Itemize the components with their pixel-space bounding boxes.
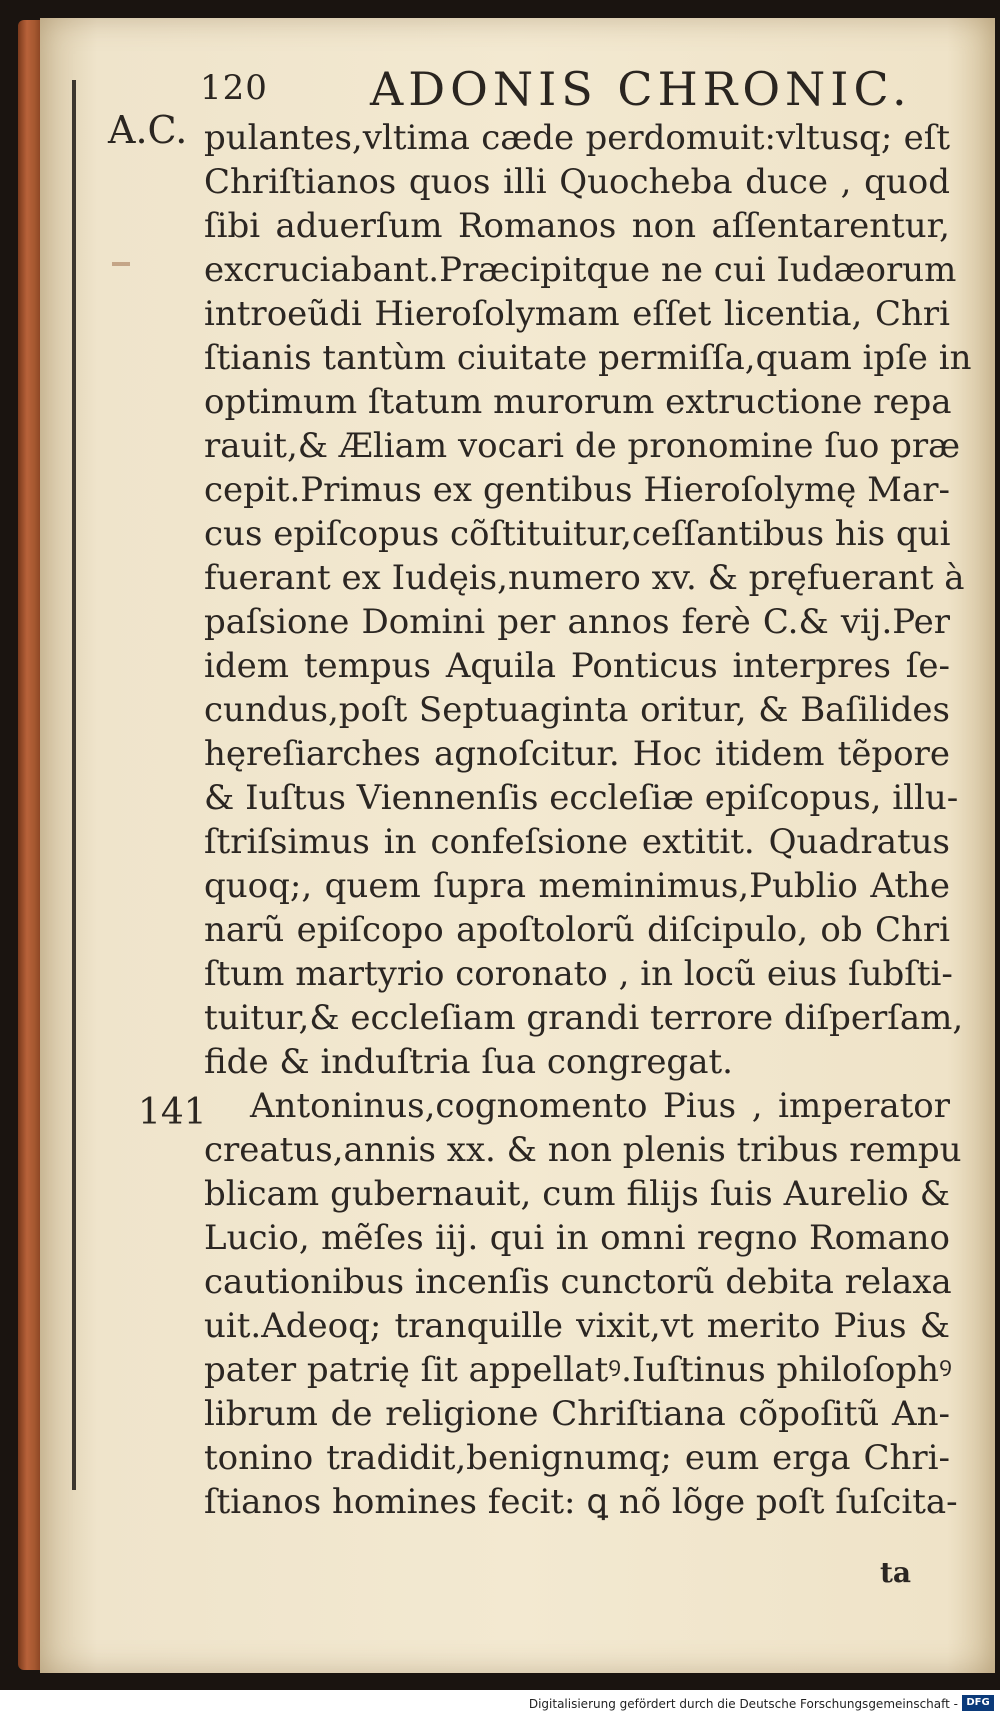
text-line: & Iuſtus Viennenſis eccleſiæ epiſcopus, illu- xyxy=(204,778,959,818)
entry-line: cautionibus incenſis cunctorũ debita relaxa xyxy=(204,1262,952,1302)
text-line: ſibi aduerſum Romanos non aſſentarentur, xyxy=(204,206,950,246)
entry-line: Lucio, mẽſes iij. qui in omni regno Romano xyxy=(204,1218,950,1258)
text-line: idem tempus Aquila Ponticus interpres ſe- xyxy=(204,646,950,686)
text-line: ſtriſsimus in confeſsione extitit. Quadratus xyxy=(204,822,950,862)
body-text xyxy=(204,116,972,1524)
text-line: fuerant ex Iudęis,numero xv. & pręfuerant à xyxy=(204,558,965,598)
dfg-logo: DFG xyxy=(962,1695,994,1711)
text-line: tuitur,& eccleſiam grandi terrore diſperſam, xyxy=(204,998,964,1038)
text-line: rauit,& Æliam vocari de pronomine ſuo præ xyxy=(204,426,961,466)
entry-line: Antoninus,cognomento Pius , imperator xyxy=(250,1086,950,1126)
text-line: ſtianis tantùm ciuitate permiſſa,quam ipſe in xyxy=(204,338,972,378)
text-line: cus epiſcopus cõſtituitur,ceſſantibus his qui xyxy=(204,514,951,554)
text-line: pulantes,vltima cæde perdomuit:vltusq; eſt xyxy=(204,118,950,158)
text-line: fide & induſtria ſua congregat. xyxy=(204,1042,733,1082)
entry-line: librum de religione Chriſtiana cõpoſitũ An- xyxy=(204,1394,950,1434)
funding-credit: Digitalisierung gefördert durch die Deutsche Forschungsgemeinschaft - xyxy=(528,1697,958,1711)
running-title: ADONIS CHRONIC. xyxy=(370,62,912,116)
entry-line: tonino tradidit,benignumq; eum erga Chri- xyxy=(204,1438,950,1478)
entry-line: blicam gubernauit, cum filijs ſuis Aurelio & xyxy=(204,1174,950,1214)
entry-line: creatus,annis xx. & non plenis tribus rempu xyxy=(204,1130,962,1170)
margin-year-note: 141 xyxy=(138,1092,207,1133)
ink-smudge xyxy=(112,262,130,266)
text-line: introeũdi Hieroſolymam eſſet licentia, Chri xyxy=(204,294,950,334)
page-number: 120 xyxy=(200,68,268,108)
text-line: paſsione Domini per annos ferè C.& vij.Per xyxy=(204,602,950,642)
entry-line: uit.Adeoq; tranquille vixit,vt merito Pius & xyxy=(204,1306,950,1346)
text-line: excruciabant.Præcipitque ne cui Iudæorum xyxy=(204,250,957,290)
text-line: hęreſiarches agnoſcitur. Hoc itidem tẽpore xyxy=(204,734,950,774)
text-line: ſtum martyrio coronato , in locũ eius ſubſti- xyxy=(204,954,953,994)
text-line: optimum ſtatum murorum extructione repa xyxy=(204,382,952,422)
text-line: Chriſtianos quos illi Quocheba duce , quod xyxy=(204,162,950,202)
text-line: cundus,poſt Septuaginta oritur, & Baſilides xyxy=(204,690,950,730)
entry-line: ſtianos homines fecit: ꝗ nõ lõge poſt ſuſcita- xyxy=(204,1482,958,1522)
text-line: narũ epiſcopo apoſtolorũ diſcipulo, ob Chri xyxy=(204,910,950,950)
margin-era-note: A.C. xyxy=(108,108,188,152)
text-line: cepit.Primus ex gentibus Hieroſolymę Mar- xyxy=(204,470,950,510)
margin-rule xyxy=(72,80,76,1490)
entry-line: pater patrię ſit appellatꝰ.Iuſtinus philoſophꝰ xyxy=(204,1350,953,1390)
catchword: ta xyxy=(880,1556,912,1589)
footer-bar xyxy=(0,1690,1000,1720)
text-line: quoq;, quem ſupra meminimus,Publio Athe xyxy=(204,866,950,906)
